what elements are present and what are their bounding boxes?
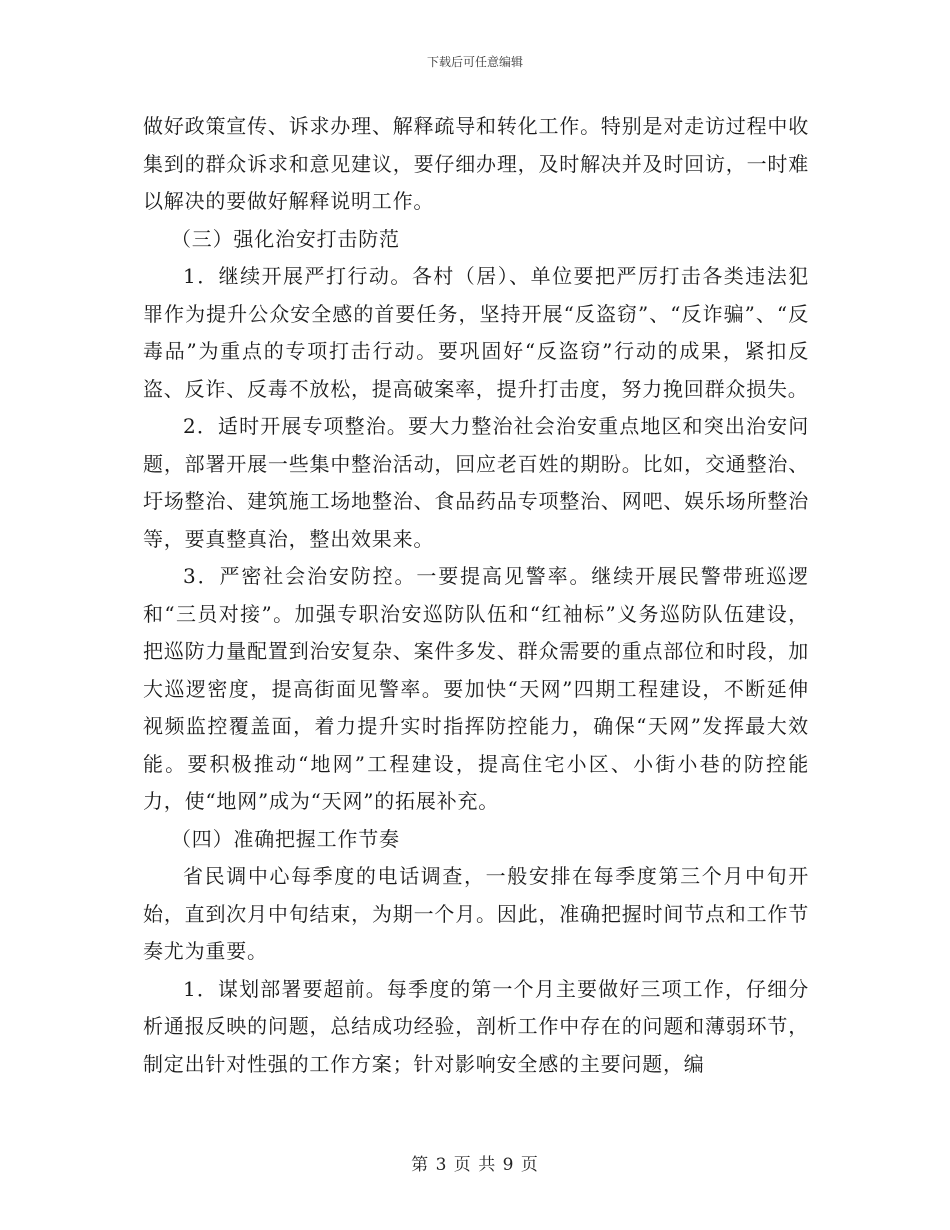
paragraph-special-rectification: 2．适时开展专项整治。要大力整治社会治安重点地区和突出治安问题，部署开展一些集中整治活动，回应老百姓的期盼。比如，交通整治、圩场整治、建筑施工场地整治、食品药品专项整治、网吧、娱乐场所整治等，要真整真治，整出效果来。 xyxy=(143,414,809,551)
paragraph-planning-ahead: 1．谋划部署要超前。每季度的第一个月主要做好三项工作，仔细分析通报反映的问题，总结成功经验，剖析工作中存在的问题和薄弱环节，制定出针对性强的工作方案；针对影响安全感的主要问题，编 xyxy=(143,976,809,1076)
section-heading-3: （三）强化治安打击防范 xyxy=(171,226,400,251)
paragraph-security-prevention: 3．严密社会治安防控。一要提高见警率。继续开展民警带班巡逻和“三员对接”。加强专职治安巡防队伍和“红袖标”义务巡防队伍建设，把巡防力量配置到治安复杂、案件多发、群众需要的重点部位和时段，加大巡逻密度，提高街面见警率。要加快“天网”四期工程建设，不断延伸视频监控覆盖面，着力提升实时指挥防控能力，确保“天网”发挥最大效能。要积极推动“地网”工程建设，提高住宅小区、小街小巷的防控能力，使“地网”成为“天网”的拓展补充。 xyxy=(143,564,809,813)
section-heading-4: （四）准确把握工作节奏 xyxy=(171,826,400,851)
paragraph-continued: 做好政策宣传、诉求办理、解释疏导和转化工作。特别是对走访过程中收集到的群众诉求和意见建议，要仔细办理，及时解决并及时回访，一时难以解决的要做好解释说明工作。 xyxy=(143,114,809,213)
page-header: 下载后可任意编辑 xyxy=(426,55,523,69)
page-number-footer: 第 3 页 共 9 页 xyxy=(411,1155,539,1175)
paragraph-strike-crime: 1．继续开展严打行动。各村（居）、单位要把严厉打击各类违法犯罪作为提升公众安全感的首要任务，坚持开展“反盗窃”、“反诈骗”、“反毒品”为重点的专项打击行动。要巩固好“反盗窃”行动的成果，紧扣反盗、反诈、反毒不放松，提高破案率，提升打击度，努力挽回群众损失。 xyxy=(143,264,809,401)
document-body xyxy=(143,108,809,1083)
paragraph-survey-timing: 省民调中心每季度的电话调查，一般安排在每季度第三个月中旬开始，直到次月中旬结束，为期一个月。因此，准确把握时间节点和工作节奏尤为重要。 xyxy=(143,864,809,963)
